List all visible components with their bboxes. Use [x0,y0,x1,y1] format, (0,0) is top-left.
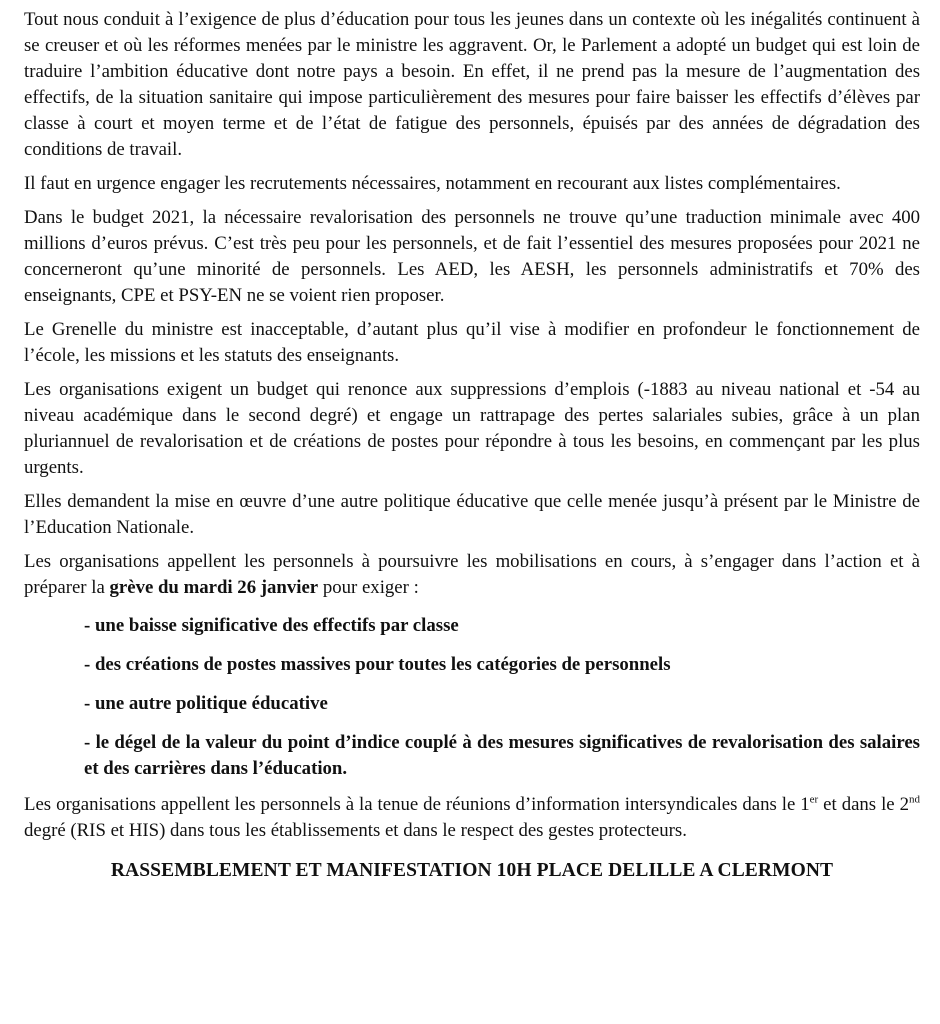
paragraph-budget-2021: Dans le budget 2021, la nécessaire revalorisation des personnels ne trouve qu’une traduction minimale avec 400 millions d’euros prévus. C’est très peu pour les personnels, et de fait l’essentiel des mesures proposées pour 2021 ne concerneront qu’une minorité de personnels. Les AED, les AESH, les personnels administratifs et 70% des enseignants, CPE et PSY-EN ne se voient rien proposer. [24,207,920,306]
paragraph-meetings [24,792,920,844]
list-item: - une autre politique éducative [84,693,328,714]
first-degree-superscript: er [809,793,819,806]
meetings-text-part3: degré (RIS et HIS) dans tous les établissements et dans le respect des gestes protecteurs. [24,820,687,841]
paragraph-recruitment: Il faut en urgence engager les recrutements nécessaires, notamment en recourant aux listes complémentaires. [24,173,841,194]
paragraph-education-policy: Elles demandent la mise en œuvre d’une autre politique éducative que celle menée jusqu’à présent par le Ministre de l’Education Nationale. [24,491,920,538]
meetings-text-part2: et dans le 2 [818,794,909,815]
paragraph-grenelle: Le Grenelle du ministre est inacceptable, d’autant plus qu’il vise à modifier en profondeur le fonctionnement de l’école, les missions et les statuts des enseignants. [24,319,920,366]
list-item: - le dégel de la valeur du point d’indice couplé à des mesures significatives de revalorisation des salaires et des carrières dans l’éducation. [84,732,920,779]
meetings-text-part1: Les organisations appellent les personnels à la tenue de réunions d’information intersyndicales dans le 1 [24,794,810,815]
second-degree-superscript: nd [908,793,920,806]
rally-announcement: RASSEMBLEMENT ET MANIFESTATION 10H PLACE DELILLE A CLERMONT [110,860,834,881]
paragraph-demands-budget: Les organisations exigent un budget qui renonce aux suppressions d’emplois (-1883 au niveau national et -54 au niveau académique dans le second degré) et engage un rattrapage des pertes salariales subies, grâce à un plan pluriannuel de revalorisation et de créations de postes pour répondre à tous les besoins, en commençant par les plus urgents. [24,379,920,478]
paragraph-strike-call [24,549,920,601]
paragraph-context: Tout nous conduit à l’exigence de plus d’éducation pour tous les jeunes dans un contexte où les inégalités continuent à se creuser et où les réformes menées par le ministre les aggravent. Or, le Parlement a adopté un budget qui est loin de traduire l’ambition éducative dont notre pays a besoin. En effet, il ne prend pas la mesure de l’augmentation des effectifs, de la situation sanitaire qui impose particulièrement des mesures pour faire baisser les effectifs d’élèves par classe à court et moyen terme et de l’état de fatigue des personnels, épuisés par des années de dégradation des conditions de travail. [24,9,920,160]
strike-date-emphasis: grève du mardi 26 janvier [109,577,319,598]
strike-call-text-before: Les organisations appellent les personnels à poursuivre les mobilisations en cours, à s’engager dans l’action et à préparer la [24,551,920,598]
demands-list [24,613,920,782]
strike-call-text-after: pour exiger : [318,577,419,598]
list-item: - une baisse significative des effectifs par classe [84,615,459,636]
list-item: - des créations de postes massives pour toutes les catégories de personnels [84,654,671,675]
